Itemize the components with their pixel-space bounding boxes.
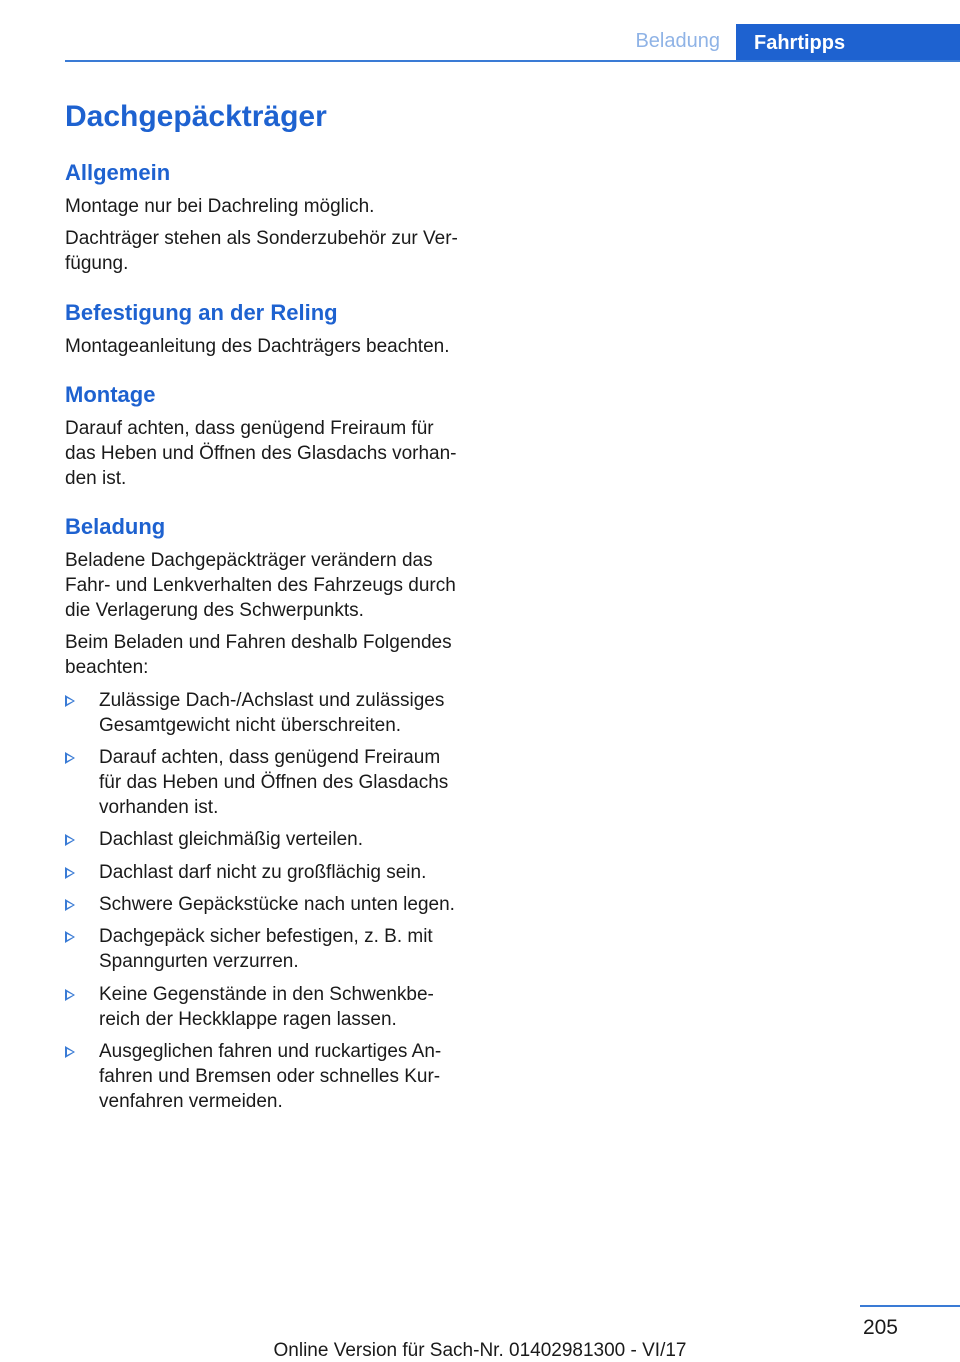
triangle-bullet-icon <box>65 834 75 846</box>
page-number: 205 <box>862 1316 898 1339</box>
list-item-text: Schwere Gepäckstücke nach unten legen. <box>99 894 455 915</box>
triangle-bullet-icon <box>65 1046 75 1058</box>
list-item-text: Dachlast darf nicht zu großflächig sein. <box>99 862 427 883</box>
list-item-text: Dachlast gleichmäßig verteilen. <box>99 829 364 850</box>
online-version-note: Online Version für Sach-Nr. 01402981300 - VI/17 <box>273 1340 687 1361</box>
paragraph: Dachträger stehen als Sonderzubehör zur Ver- fügung. <box>65 228 458 274</box>
triangle-bullet-icon <box>65 867 75 879</box>
header-rule <box>65 60 960 62</box>
list-item-text: Keine Gegenstände in den Schwenkbe- reich der Heckklappe ragen lassen. <box>99 984 434 1030</box>
footer-rule <box>860 1305 960 1307</box>
header-section-label: Beladung <box>635 30 720 52</box>
triangle-bullet-icon <box>65 899 75 911</box>
page-header <box>0 0 960 62</box>
triangle-bullet-icon <box>65 695 75 707</box>
triangle-bullet-icon <box>65 752 75 764</box>
triangle-bullet-icon <box>65 989 75 1001</box>
header-chapter-tab <box>736 24 960 62</box>
heading-beladung: Beladung <box>65 514 166 539</box>
list-item-text: Darauf achten, dass genügend Freiraum für das Heben und Öffnen des Glasdachs vorhanden ist. <box>99 747 449 818</box>
heading-befestigung: Befestigung an der Reling <box>65 300 338 325</box>
heading-allgemein: Allgemein <box>65 160 171 185</box>
paragraph: Beladene Dachgepäckträger verändern das Fahr- und Lenkverhalten des Fahrzeugs durch die Verlagerung des Schwerpunkts. <box>65 550 456 621</box>
paragraph: Montageanleitung des Dachträgers beachten. <box>65 336 450 357</box>
triangle-bullet-icon <box>65 931 75 943</box>
list-item-text: Ausgeglichen fahren und ruckartiges An- fahren und Bremsen oder schnelles Kur- venfahren vermeiden. <box>99 1041 442 1112</box>
paragraph: Darauf achten, dass genügend Freiraum für das Heben und Öffnen des Glasdachs vorhan- den ist. <box>65 418 457 489</box>
list-item-text: Dachgepäck sicher befestigen, z. B. mit Spanngurten verzurren. <box>99 926 433 972</box>
paragraph: Beim Beladen und Fahren deshalb Folgendes beachten: <box>65 632 452 678</box>
paragraph: Montage nur bei Dachreling möglich. <box>65 196 375 217</box>
heading-montage: Montage <box>65 382 156 407</box>
header-chapter-label: Fahrtipps <box>754 31 846 54</box>
list-item-text: Zulässige Dach-/Achslast und zulässiges Gesamtgewicht nicht überschreiten. <box>99 690 445 736</box>
page-title: Dachgepäckträger <box>65 100 327 133</box>
